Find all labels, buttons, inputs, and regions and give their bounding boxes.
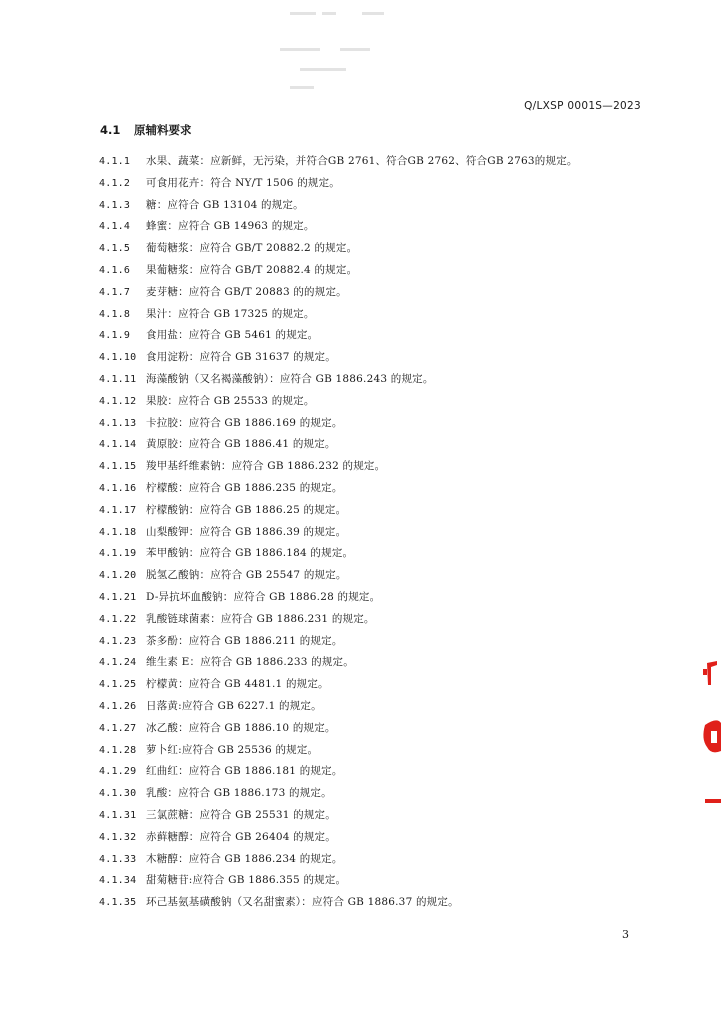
list-item [99,827,639,849]
item-number: 4.1.10 [99,352,137,364]
item-number: 4.1.2 [99,177,131,189]
item-text: 柠檬酸钠：应符合 GB 1886.25 的规定。 [146,503,347,516]
item-text: 甜菊糖苷:应符合 GB 1886.355 的规定。 [146,874,347,887]
list-item [99,892,639,914]
item-number: 4.1.31 [99,809,137,821]
list-item [99,195,639,217]
requirement-list [99,151,639,914]
item-text: 食用淀粉：应符合 GB 31637 的规定。 [146,351,336,364]
list-item [99,434,639,456]
item-text: 木糖醇：应符合 GB 1886.234 的规定。 [146,852,343,865]
list-item [99,609,639,631]
list-item [99,282,639,304]
item-text: 三氯蔗糖：应符合 GB 25531 的规定。 [146,808,336,821]
item-number: 4.1.18 [99,526,137,538]
item-text: 茶多酚：应符合 GB 1886.211 的规定。 [146,634,343,647]
item-text: 山梨酸钾：应符合 GB 1886.39 的规定。 [146,525,347,538]
list-item [99,500,639,522]
item-number: 4.1.13 [99,417,137,429]
item-number: 4.1.30 [99,788,137,800]
item-number: 4.1.24 [99,657,137,669]
item-text: 乳酸：应符合 GB 1886.173 的规定。 [146,787,332,800]
item-number: 4.1.11 [99,373,137,385]
item-text: 环己基氨基磺酸钠（又名甜蜜素）：应符合 GB 1886.37 的规定。 [146,896,459,909]
item-number: 4.1.20 [99,570,137,582]
list-item [99,696,639,718]
list-item [99,631,639,653]
list-item [99,565,639,587]
list-item [99,260,639,282]
list-item [99,216,639,238]
item-text: 脱氢乙酸钠：应符合 GB 25547 的规定。 [146,569,347,582]
list-item [99,652,639,674]
list-item [99,391,639,413]
item-text: 食用盐：应符合 GB 5461 的规定。 [146,329,319,342]
list-item [99,238,639,260]
list-item [99,740,639,762]
list-item [99,173,639,195]
list-item [99,870,639,892]
item-text: 乳酸链球菌素：应符合 GB 1886.231 的规定。 [146,612,375,625]
item-number: 4.1.19 [99,548,137,560]
item-number: 4.1.14 [99,439,137,451]
list-item [99,674,639,696]
item-text: 果汁：应符合 GB 17325 的规定。 [146,307,315,320]
item-number: 4.1.27 [99,722,137,734]
item-number: 4.1.4 [99,221,131,233]
item-number: 4.1.16 [99,482,137,494]
item-text: 赤藓糖醇：应符合 GB 26404 的规定。 [146,830,336,843]
item-number: 4.1.21 [99,591,137,603]
item-text: 柠檬酸：应符合 GB 1886.235 的规定。 [146,481,343,494]
list-item [99,304,639,326]
list-item [99,761,639,783]
item-number: 4.1.9 [99,330,131,342]
item-text: 红曲红：应符合 GB 1886.181 的规定。 [146,765,343,778]
item-text: 黄原胶：应符合 GB 1886.41 的规定。 [146,438,336,451]
item-number: 4.1.23 [99,635,137,647]
item-text: 柠檬黄：应符合 GB 4481.1 的规定。 [146,678,329,691]
item-text: 糖：应符合 GB 13104 的规定。 [146,198,304,211]
list-item [99,347,639,369]
item-number: 4.1.15 [99,461,137,473]
item-number: 4.1.12 [99,395,137,407]
list-item [99,413,639,435]
section-heading [100,122,192,138]
red-seal-stamp-edge [699,655,721,815]
item-number: 4.1.35 [99,897,137,909]
item-number: 4.1.29 [99,766,137,778]
list-item [99,849,639,871]
list-item [99,151,639,173]
item-number: 4.1.5 [99,243,131,255]
item-number: 4.1.25 [99,679,137,691]
item-number: 4.1.32 [99,831,137,843]
item-text: 可食用花卉：符合 NY/T 1506 的规定。 [146,176,340,189]
item-text: 蜂蜜：应符合 GB 14963 的规定。 [146,220,315,233]
item-number: 4.1.6 [99,264,131,276]
item-text: 卡拉胶：应符合 GB 1886.169 的规定。 [146,416,343,429]
list-item [99,456,639,478]
item-number: 4.1.8 [99,308,131,320]
list-item [99,805,639,827]
item-text: 水果、蔬菜：应新鲜，无污染，并符合GB 2761、符合GB 2762、符合GB 2763的规定。 [146,155,578,167]
list-item [99,478,639,500]
item-text: 维生素 E：应符合 GB 1886.233 的规定。 [146,656,354,669]
document-code: Q/LXSP 0001S—2023 [524,100,641,112]
list-item [99,369,639,391]
item-text: 麦芽糖：应符合 GB/T 20883 的的规定。 [146,285,347,298]
list-item [99,587,639,609]
item-text: 冰乙酸：应符合 GB 1886.10 的规定。 [146,721,336,734]
item-number: 4.1.17 [99,504,137,516]
section-number: 4.1 [100,123,121,137]
item-number: 4.1.33 [99,853,137,865]
item-text: 果胶：应符合 GB 25533 的规定。 [146,394,315,407]
item-text: 葡萄糖浆：应符合 GB/T 20882.2 的规定。 [146,242,358,255]
item-text: 苯甲酸钠：应符合 GB 1886.184 的规定。 [146,547,354,560]
item-text: 果葡糖浆：应符合 GB/T 20882.4 的规定。 [146,263,358,276]
list-item [99,543,639,565]
item-text: 海藻酸钠（又名褐藻酸钠）：应符合 GB 1886.243 的规定。 [146,372,434,385]
item-number: 4.1.26 [99,700,137,712]
item-text: 日落黄:应符合 GB 6227.1 的规定。 [146,699,322,712]
item-text: 羧甲基纤维素钠：应符合 GB 1886.232 的规定。 [146,460,386,473]
list-item [99,783,639,805]
item-number: 4.1.7 [99,286,131,298]
item-number: 4.1.28 [99,744,137,756]
page-number: 3 [622,928,629,941]
section-title: 原辅料要求 [134,123,192,137]
item-text: 萝卜红:应符合 GB 25536 的规定。 [146,743,319,756]
list-item [99,718,639,740]
item-text: D-异抗坏血酸钠：应符合 GB 1886.28 的规定。 [146,590,381,603]
list-item [99,325,639,347]
item-number: 4.1.22 [99,613,137,625]
item-number: 4.1.3 [99,199,131,211]
bleed-through-marks [270,8,420,98]
item-number: 4.1.1 [99,156,131,167]
list-item [99,522,639,544]
item-number: 4.1.34 [99,875,137,887]
